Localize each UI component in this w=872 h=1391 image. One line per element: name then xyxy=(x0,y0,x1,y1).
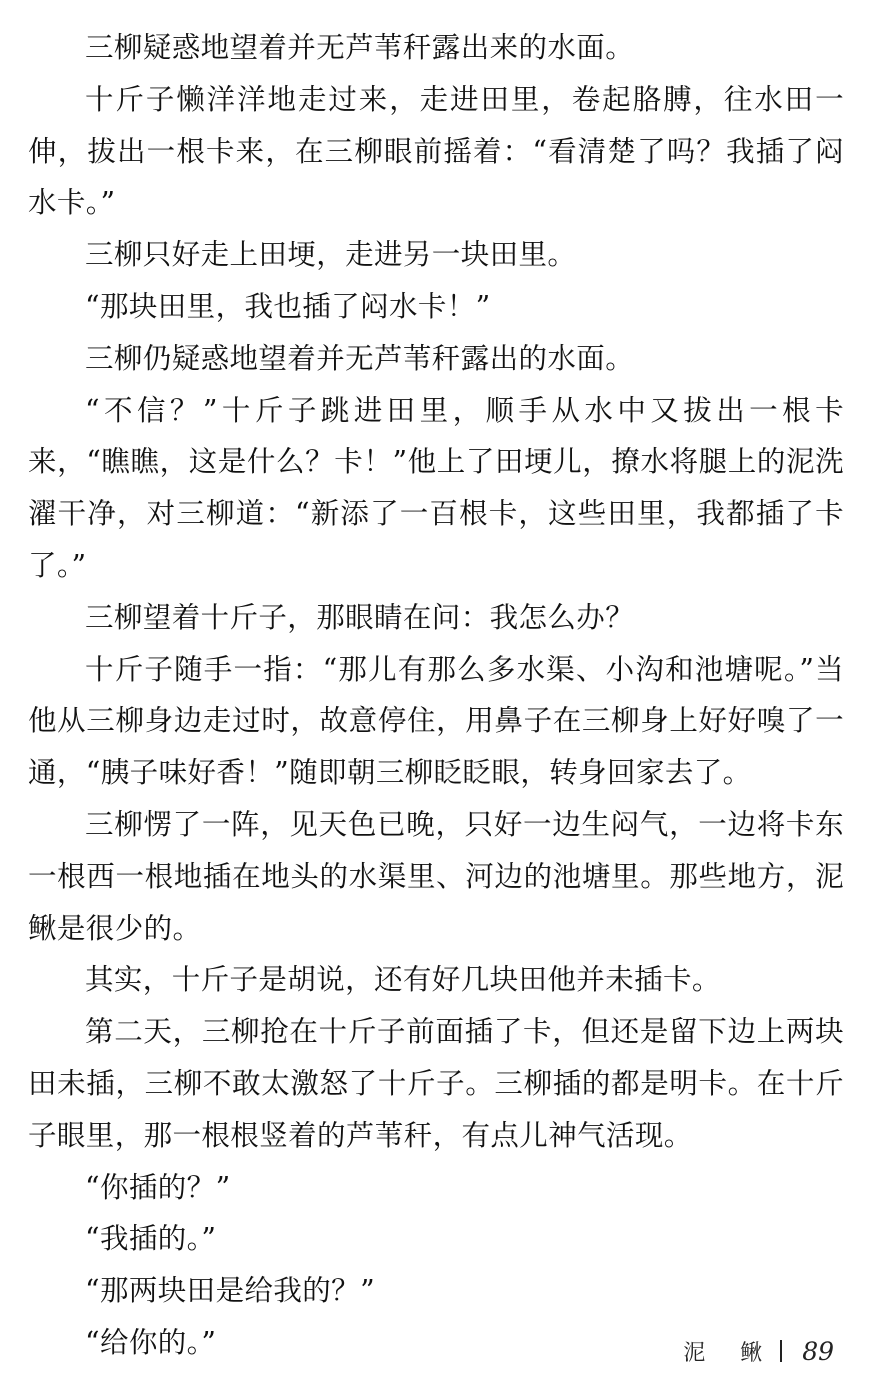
paragraph: 三柳愣了一阵，见天色已晚，只好一边生闷气，一边将卡东一根西一根地插在地头的水渠里、河边的池塘里。那些地方，泥鳅是很少的。 xyxy=(28,807,844,945)
paragraph: “给你的。” xyxy=(85,1325,217,1359)
paragraph: 三柳只好走上田埂，走进另一块田里。 xyxy=(85,238,577,272)
paragraph: 三柳望着十斤子，那眼睛在问：我怎么办？ xyxy=(85,600,635,634)
paragraph: “那块田里，我也插了闷水卡！” xyxy=(85,289,491,323)
page-number: 89 xyxy=(802,1336,834,1366)
paragraph: 十斤子随手一指：“那儿有那么多水渠、小沟和池塘呢。”当他从三柳身边走过时，故意停住，用鼻子在三柳身上好好嗅了一通，“胰子味好香！”随即朝三柳眨眨眼，转身回家去了。 xyxy=(28,652,844,790)
paragraph: 其实，十斤子是胡说，还有好几块田他并未插卡。 xyxy=(85,963,721,997)
footer-separator xyxy=(780,1340,782,1362)
paragraph: “我插的。” xyxy=(85,1222,217,1256)
paragraph: 三柳仍疑惑地望着并无芦苇秆露出的水面。 xyxy=(85,341,635,375)
paragraph: 十斤子懒洋洋地走过来，走进田里，卷起胳膊，往水田一伸，拔出一根卡来，在三柳眼前摇着：“看清楚了吗？我插了闷水卡。” xyxy=(28,82,844,220)
paragraph: 三柳疑惑地望着并无芦苇秆露出来的水面。 xyxy=(85,31,635,64)
page-body xyxy=(28,22,844,1369)
paragraph: “那两块田是给我的？” xyxy=(85,1274,376,1308)
paragraph: “你插的？” xyxy=(85,1170,231,1204)
page-footer xyxy=(683,1333,834,1369)
running-title: 泥 鳅 xyxy=(683,1340,777,1366)
paragraph: 第二天，三柳抢在十斤子前面插了卡，但还是留下边上两块田未插，三柳不敢太激怒了十斤子。三柳插的都是明卡。在十斤子眼里，那一根根竖着的芦苇秆，有点儿神气活现。 xyxy=(28,1015,844,1152)
paragraph: “不信？”十斤子跳进田里，顺手从水中又拔出一根卡来，“瞧瞧，这是什么？卡！”他上了田埂儿，撩水将腿上的泥洗濯干净，对三柳道：“新添了一百根卡，这些田里，我都插了卡了。” xyxy=(28,393,844,582)
